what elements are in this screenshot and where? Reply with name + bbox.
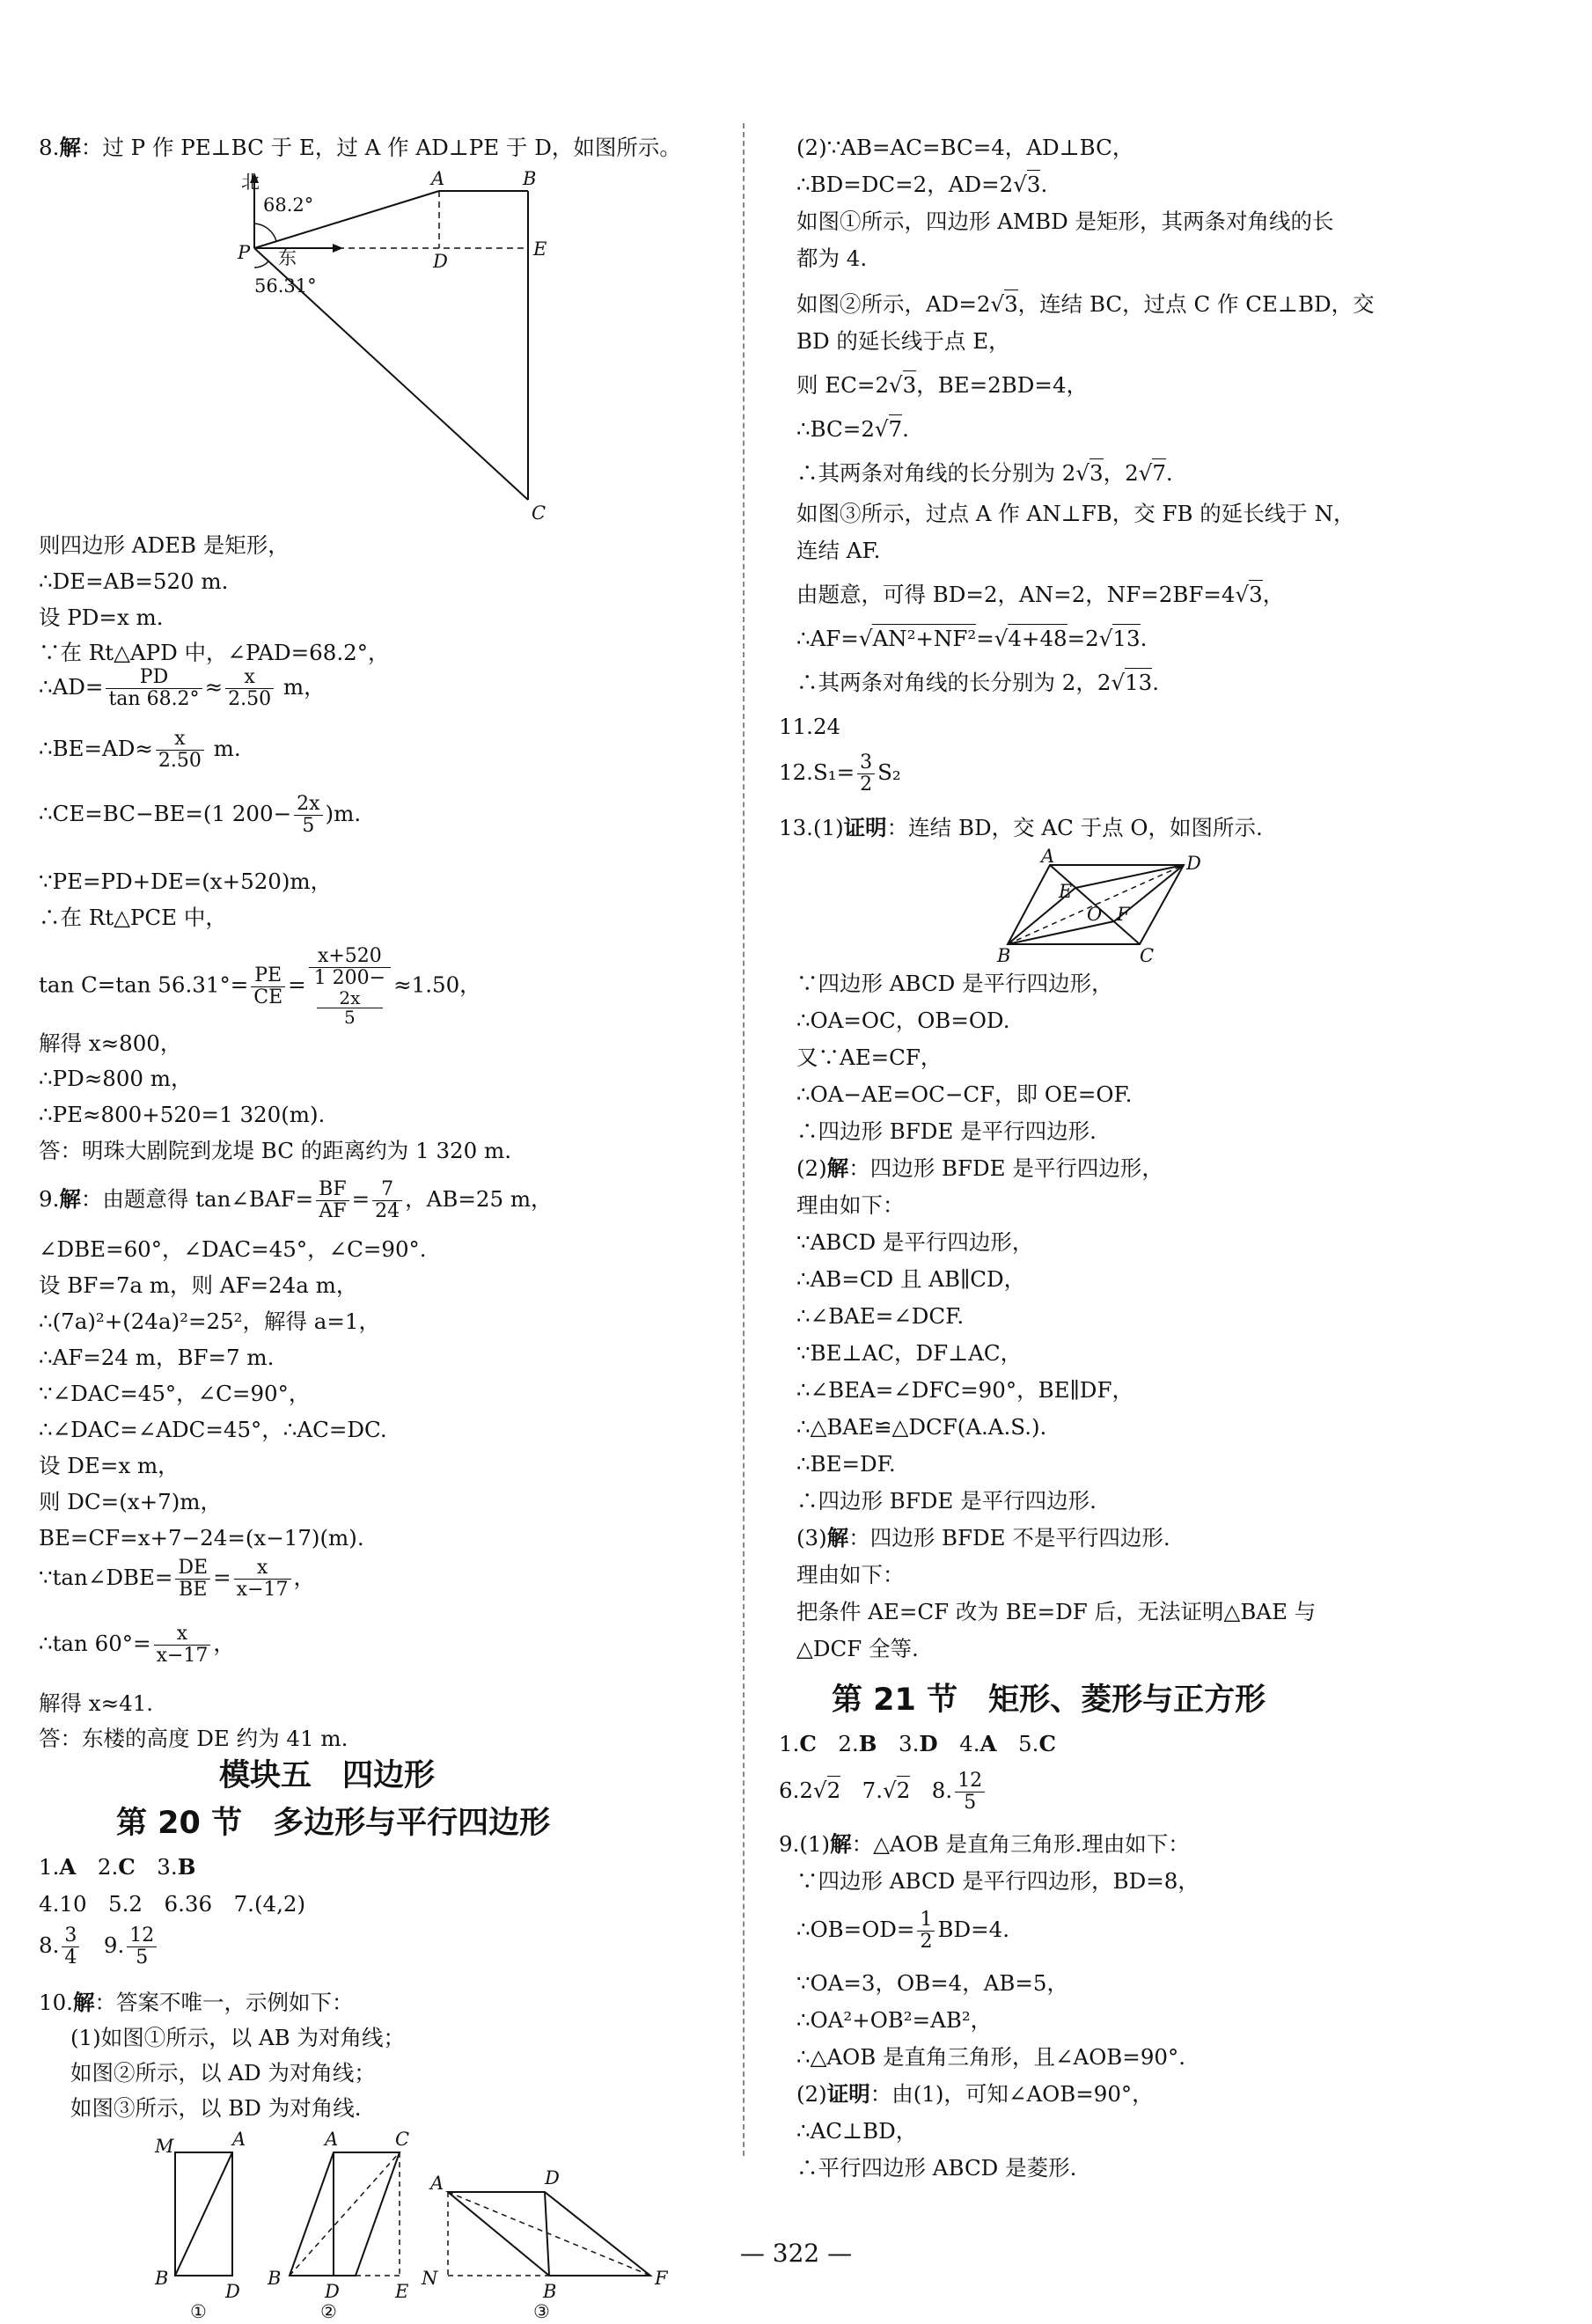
svg-text:A: A bbox=[1041, 846, 1055, 867]
q8-line-5: ∵在 Rt△APD 中，∠PAD=68.2°， bbox=[39, 640, 390, 665]
q12-answer: 12.S₁= $\frac{3}{2}$ S₂ bbox=[779, 751, 901, 795]
section-20-title: 第 20 节 多边形与平行四边形 bbox=[116, 1806, 551, 1841]
q9-line-7: ∴∠DAC=∠ADC=45°，∴AC=DC. bbox=[39, 1417, 387, 1442]
svg-text:B: B bbox=[155, 2268, 169, 2289]
svg-text:A: A bbox=[232, 2129, 246, 2150]
figure-3-label: ③ bbox=[533, 2301, 550, 2322]
q13-line-16: ∴四边形 BFDE 是平行四边形. bbox=[796, 1488, 1097, 1514]
q13-line-18: 理由如下： bbox=[796, 1562, 905, 1587]
q13-line-7: (2)解：四边形 BFDE 是平行四边形， bbox=[796, 1155, 1163, 1181]
svg-text:D: D bbox=[545, 2167, 560, 2188]
r-line-11: 连结 AF. bbox=[796, 538, 881, 563]
q8-line-6: ∴AD= $\frac{PD}{\tan 68.2^\circ}$ ≈ $\frac{x}{2.50}$ m， bbox=[39, 666, 326, 710]
svg-text:B: B bbox=[997, 945, 1011, 966]
r-line-12: 由题意，可得 BD=2，AN=2，NF=2BF=4√3， bbox=[796, 582, 1285, 607]
r-line-7: 则 EC=2√3，BE=2BD=4， bbox=[796, 372, 1089, 398]
q13-line-4: 又∵AE=CF， bbox=[796, 1045, 943, 1070]
q13-line-14: ∴△BAE≌△DCF(A.A.S.). bbox=[796, 1414, 1047, 1440]
q9-line-12: ∴tan 60°= $\frac{x}{x-17}$ ， bbox=[39, 1623, 235, 1667]
svg-text:D: D bbox=[325, 2281, 340, 2302]
q9-line-3: 设 BF=7a m，则 AF=24a m， bbox=[39, 1272, 358, 1298]
point-P-label: P bbox=[238, 242, 251, 263]
point-B-label: B bbox=[523, 168, 537, 189]
svg-text:B: B bbox=[268, 2268, 282, 2289]
q13-line-19: 把条件 AE=CF 改为 BE=DF 后，无法证明△BAE 与 bbox=[796, 1599, 1317, 1624]
q9-line-14: 答：东楼的高度 DE 约为 41 m. bbox=[39, 1726, 348, 1751]
s21-q9-line-7: (2)证明：由(1)，可知∠AOB=90°， bbox=[796, 2081, 1154, 2107]
figure-2-label: ② bbox=[320, 2301, 337, 2322]
r-line-13: ∴AF=√AN²+NF²=√4+48=2√13. bbox=[796, 626, 1148, 651]
angle-56-label: 56.31° bbox=[254, 275, 317, 297]
q9-line-11: ∵tan∠DBE= $\frac{DE}{BE}$ = $\frac{x}{x-17}$ ， bbox=[39, 1557, 315, 1601]
r-line-6: BD 的延长线于点 E， bbox=[796, 328, 1010, 354]
q13-line-9: ∵ABCD 是平行四边形， bbox=[796, 1229, 1034, 1255]
section-21-title: 第 21 节 矩形、菱形与正方形 bbox=[832, 1683, 1266, 1718]
q13-line-10: ∴AB=CD 且 AB∥CD， bbox=[796, 1266, 1026, 1292]
q13-line-2: ∵四边形 ABCD 是平行四边形， bbox=[796, 971, 1113, 996]
svg-text:C: C bbox=[1140, 945, 1155, 966]
q11-answer: 11.24 bbox=[779, 714, 841, 739]
r-line-5: 如图②所示，AD=2√3，连结 BC，过点 C 作 CE⊥BD，交 bbox=[796, 291, 1375, 317]
q8-line-10: ∴在 Rt△PCE 中， bbox=[39, 905, 227, 930]
q8-line-3: ∴DE=AB=520 m. bbox=[39, 568, 229, 594]
s20-answers-row-2: 4.10 5.2 6.36 7.(4,2) bbox=[39, 1891, 306, 1917]
q8-line-11: tan C=tan 56.31°= $\frac{PE}{CE}$ = x+520 1 200− 2x 5 ≈1.50， bbox=[39, 945, 481, 1028]
page-number: — 322 — bbox=[739, 2239, 853, 2268]
q13-line-15: ∴BE=DF. bbox=[796, 1451, 896, 1477]
q13-line-20: △DCF 全等. bbox=[796, 1636, 919, 1661]
svg-text:B: B bbox=[543, 2281, 557, 2302]
q9-line-1: 9.解：由题意得 tan∠BAF= $\frac{BF}{AF}$ = $\frac{7}{24}$ ，AB=25 m， bbox=[39, 1178, 553, 1222]
s20-q10-line-3: 如图②所示，以 AD 为对角线； bbox=[70, 2060, 376, 2086]
svg-text:C: C bbox=[395, 2129, 410, 2150]
q8-line-12: 解得 x≈800， bbox=[39, 1030, 182, 1056]
s21-q9-line-1: 9.(1)解：△AOB 是直角三角形.理由如下： bbox=[779, 1831, 1190, 1857]
q13-line-13: ∴∠BEA=∠DFC=90°，BE∥DF， bbox=[796, 1377, 1133, 1403]
svg-text:M: M bbox=[155, 2136, 174, 2157]
q9-line-2: ∠DBE=60°，∠DAC=45°，∠C=90°. bbox=[39, 1236, 427, 1262]
q13-line-12: ∵BE⊥AC，DF⊥AC， bbox=[796, 1340, 1023, 1366]
q9-line-8: 设 DE=x m， bbox=[39, 1453, 180, 1478]
q9-line-10: BE=CF=x+7−24=(x−17)(m). bbox=[39, 1525, 364, 1551]
svg-text:D: D bbox=[1186, 853, 1201, 874]
svg-text:O: O bbox=[1087, 904, 1103, 925]
s20-q10-line-1: 10.解：答案不唯一，示例如下： bbox=[39, 1990, 354, 2015]
s20-q10-line-4: 如图③所示，以 BD 为对角线. bbox=[70, 2095, 362, 2121]
q8-line-8: ∴CE=BC−BE=(1 200− $\frac{2x}{5}$ )m. bbox=[39, 793, 362, 837]
q13-line-6: ∴四边形 BFDE 是平行四边形. bbox=[796, 1118, 1097, 1144]
north-label: 北 bbox=[241, 172, 260, 193]
q13-line-3: ∴OA=OC，OB=OD. bbox=[796, 1008, 1010, 1033]
q13-line-17: (3)解：四边形 BFDE 不是平行四边形. bbox=[796, 1525, 1170, 1551]
r-line-3: 如图①所示，四边形 AMBD 是矩形，其两条对角线的长 bbox=[796, 209, 1334, 234]
point-E-label: E bbox=[533, 238, 547, 260]
r-line-4: 都为 4. bbox=[796, 246, 868, 271]
q9-line-9: 则 DC=(x+7)m， bbox=[39, 1489, 222, 1514]
q13-line-8: 理由如下： bbox=[796, 1192, 905, 1218]
q9-line-5: ∴AF=24 m，BF=7 m. bbox=[39, 1345, 275, 1370]
q8-line-1: 8.解：过 P 作 PE⊥BC 于 E，过 A 作 AD⊥PE 于 D，如图所示。 bbox=[39, 135, 681, 160]
svg-text:D: D bbox=[225, 2281, 240, 2302]
s20-q10-line-2: (1)如图①所示，以 AB 为对角线； bbox=[70, 2025, 405, 2050]
figure-q10 bbox=[109, 2126, 708, 2324]
svg-text:N: N bbox=[422, 2268, 438, 2289]
s20-answers-row-1: 1.A 2.C 3.B bbox=[39, 1854, 196, 1880]
s21-q9-line-8: ∴AC⊥BD， bbox=[796, 2118, 918, 2144]
s21-answers-row-1: 1.C 2.B 3.D 4.A 5.C bbox=[779, 1731, 1056, 1756]
q8-line-15: 答：明珠大剧院到龙堤 BC 的距离约为 1 320 m. bbox=[39, 1138, 512, 1163]
svg-text:F: F bbox=[655, 2268, 668, 2289]
svg-text:A: A bbox=[325, 2129, 339, 2150]
s21-q9-line-2: ∵四边形 ABCD 是平行四边形，BD=8， bbox=[796, 1868, 1200, 1894]
q8-line-9: ∵PE=PD+DE=(x+520)m， bbox=[39, 869, 333, 894]
module-title: 模块五 四边形 bbox=[219, 1758, 436, 1793]
q13-line-11: ∴∠BAE=∠DCF. bbox=[796, 1303, 965, 1329]
svg-text:E: E bbox=[1059, 881, 1073, 902]
svg-text:A: A bbox=[430, 2173, 444, 2194]
point-A-label: A bbox=[431, 168, 445, 189]
figure-1-label: ① bbox=[190, 2301, 207, 2322]
east-label: 东 bbox=[278, 247, 297, 268]
point-D-label: D bbox=[433, 251, 448, 272]
q8-line-14: ∴PE≈800+520=1 320(m). bbox=[39, 1102, 326, 1127]
s21-q9-line-6: ∴△AOB 是直角三角形，且∠AOB=90°. bbox=[796, 2044, 1186, 2070]
r-line-9: ∴其两条对角线的长分别为 2√3，2√7. bbox=[796, 460, 1173, 486]
q8-line-13: ∴PD≈800 m， bbox=[39, 1066, 193, 1091]
q8-line-7: ∴BE=AD≈ $\frac{x}{2.50}$ m. bbox=[39, 728, 241, 772]
s21-q9-line-9: ∴平行四边形 ABCD 是菱形. bbox=[796, 2155, 1077, 2181]
r-line-8: ∴BC=2√7. bbox=[796, 416, 909, 442]
r-line-14: ∴其两条对角线的长分别为 2，2√13. bbox=[796, 670, 1160, 695]
r-line-10: 如图③所示，过点 A 作 AN⊥FB，交 FB 的延长线于 N， bbox=[796, 501, 1355, 526]
q8-line-2: 则四边形 ADEB 是矩形， bbox=[39, 532, 290, 558]
point-C-label: C bbox=[532, 502, 547, 524]
svg-text:F: F bbox=[1117, 904, 1130, 925]
q9-line-6: ∵∠DAC=45°，∠C=90°， bbox=[39, 1381, 311, 1406]
figure-q13 bbox=[997, 846, 1219, 966]
column-divider bbox=[743, 123, 745, 2156]
svg-text:E: E bbox=[395, 2281, 409, 2302]
q9-line-13: 解得 x≈41. bbox=[39, 1690, 154, 1716]
q8-line-4: 设 PD=x m. bbox=[39, 605, 164, 630]
q13-line-1: 13.(1)证明：连结 BD，交 AC 于点 O，如图所示. bbox=[779, 815, 1263, 840]
s21-q9-line-4: ∵OA=3，OB=4，AB=5， bbox=[796, 1970, 1069, 1996]
figure-q8 bbox=[232, 169, 567, 530]
angle-68-label: 68.2° bbox=[263, 194, 314, 216]
s21-q9-line-3: ∴OB=OD= $\frac{1}{2}$ BD=4. bbox=[796, 1909, 1010, 1953]
q13-line-5: ∴OA−AE=OC−CF，即 OE=OF. bbox=[796, 1081, 1133, 1107]
s20-answers-row-3: 8. $\frac{3}{4}$ 9. $\frac{12}{5}$ bbox=[39, 1925, 159, 1968]
r-line-2: ∴BD=DC=2，AD=2√3. bbox=[796, 172, 1048, 197]
q9-line-4: ∴(7a)²+(24a)²=25²，解得 a=1， bbox=[39, 1309, 381, 1334]
s21-answers-row-2: 6.2√2 7.√2 8. $\frac{12}{5}$ bbox=[779, 1770, 987, 1814]
r-line-1: (2)∵AB=AC=BC=4，AD⊥BC， bbox=[796, 135, 1134, 160]
s21-q9-line-5: ∴OA²+OB²=AB²， bbox=[796, 2007, 993, 2033]
